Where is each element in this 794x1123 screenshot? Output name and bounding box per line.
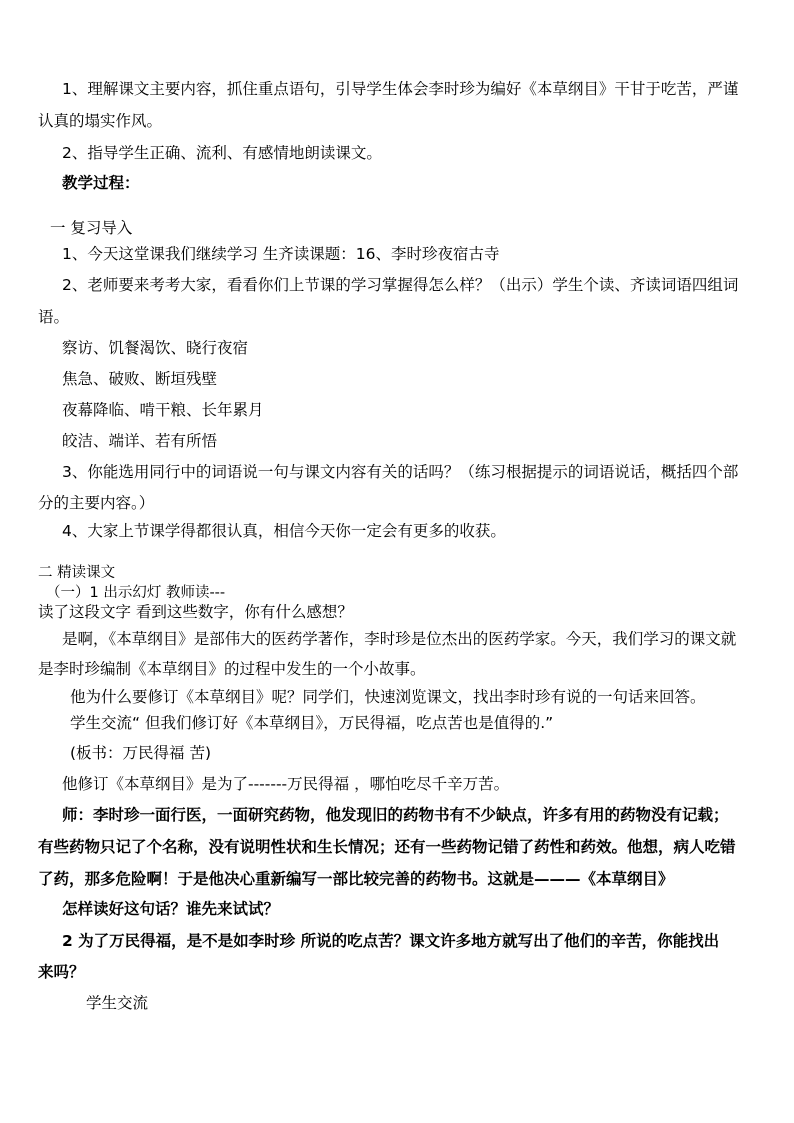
teacher-line-2: 有些药物只记了个名称，没有说明性状和生长情况；还有一些药物记错了药性和药效。他想，病人吃错	[38, 838, 736, 856]
review-line-9: 分的主要内容。）	[38, 494, 155, 512]
reading-line-4: 是李时珍编制《本草纲目》的过程中发生的一个小故事。	[38, 660, 426, 678]
process-heading: 教学过程：	[62, 174, 140, 192]
section2-title: 二 精读课文	[38, 565, 116, 581]
review-line-2: 2、老师要来考考大家，看看你们上节课的学习掌握得怎么样？（出示）学生个读、齐读词语四组词	[62, 276, 739, 294]
reading-line-5: 他为什么要修订《本草纲目》呢？同学们，快速浏览课文，找出李时珍有说的一句话来回答。	[70, 688, 706, 706]
review-line-3: 语。	[38, 308, 70, 326]
review-line-10: 4、大家上节课学得都很认真，相信今天你一定会有更多的收获。	[62, 522, 506, 540]
reading-line-8: 他修订《本草纲目》是为了-------万民得福 ，哪怕吃尽千辛万苦。	[62, 775, 510, 793]
objective-1: 1、理解课文主要内容，抓住重点语句，引导学生体会李时珍为编好《本草纲目》干甘于吃苦，严谨	[62, 80, 739, 98]
teacher-line-3: 了药，那多危险啊！于是他决心重新编写一部比较完善的药物书。这就是———《本草纲目》	[38, 870, 674, 888]
closing-line: 学生交流	[86, 994, 149, 1012]
review-line-1: 1、今天这堂课我们继续学习 生齐读课题：16、李时珍夜宿古寺	[62, 245, 500, 263]
question-2-line-2: 来吗？	[38, 963, 85, 981]
objective-2: 2、指导学生正确、流利、有感情地朗读课文。	[62, 144, 382, 162]
word-group-1: 察访、饥餐渴饮、晓行夜宿	[62, 339, 249, 357]
section1-title: 一 复习导入	[50, 219, 133, 237]
word-group-3: 夜幕降临、啃干粮、长年累月	[62, 401, 264, 419]
word-group-4: 皎洁、端详、若有所悟	[62, 432, 218, 450]
objective-1-continued: 认真的塌实作风。	[38, 112, 163, 130]
blackboard-note: (板书：万民得福 苦)	[70, 744, 212, 762]
word-group-2: 焦急、破败、断垣残壁	[62, 370, 218, 388]
question-line: 怎样读好这句话？谁先来试试？	[62, 900, 280, 918]
reading-line-1: （一）1 出示幻灯 教师读---	[46, 585, 226, 601]
review-line-8: 3、你能选用同行中的词语说一句与课文内容有关的话吗？（练习根据提示的词语说话，概括四个部	[62, 463, 739, 481]
reading-line-3: 是啊，《本草纲目》是部伟大的医药学著作，李时珍是位杰出的医药学家。今天，我们学习的课文就	[62, 630, 737, 648]
question-2-line-1: 2 为了万民得福，是不是如李时珍 所说的吃点苦？课文许多地方就写出了他们的辛苦，你能找出	[62, 932, 720, 950]
reading-line-6: 学生交流“ 但我们修订好《本草纲目》，万民得福，吃点苦也是值得的.”	[70, 714, 554, 732]
teacher-line-1: 师：李时珍一面行医，一面研究药物，他发现旧的药物书有不少缺点，许多有用的药物没有记载；	[62, 806, 729, 824]
reading-line-2: 读了这段文字 看到这些数字，你有什么感想？	[38, 603, 353, 621]
